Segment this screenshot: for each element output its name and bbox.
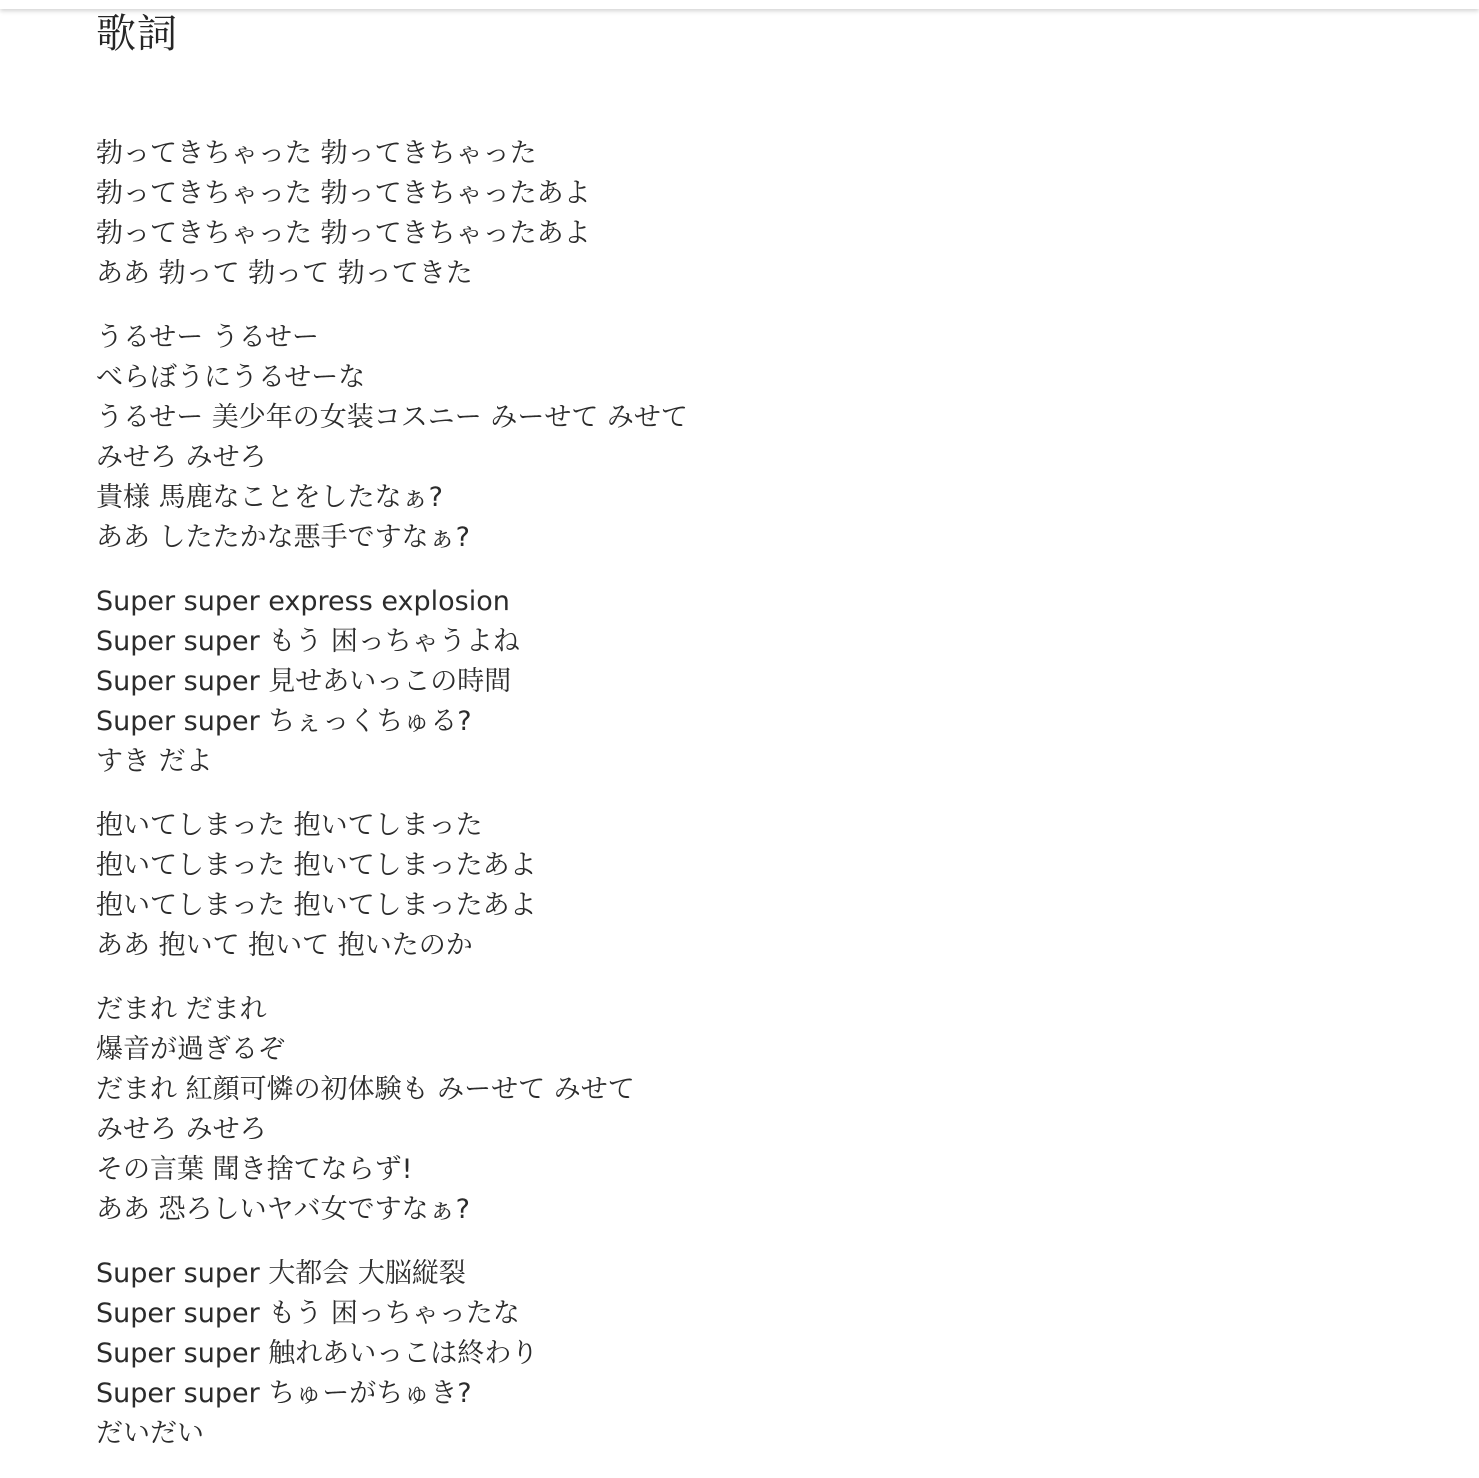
lyrics-line: 貴様 馬鹿なことをしたなぁ? <box>96 482 443 513</box>
lyrics-body <box>96 134 1396 1454</box>
lyrics-line: 勃ってきちゃった 勃ってきちゃった <box>96 138 537 169</box>
lyrics-line: Super super 大都会 大脳縦裂 <box>96 1258 466 1289</box>
page-title: 歌詞 <box>96 11 178 57</box>
lyrics-line: うるせー 美少年の女装コスニー みーせて みせて <box>96 402 688 433</box>
lyrics-line: 勃ってきちゃった 勃ってきちゃったあよ <box>96 218 591 249</box>
lyrics-stanza-2 <box>96 318 1396 558</box>
lyrics-stanza-3 <box>96 582 1396 782</box>
lyrics-line: ああ 抱いて 抱いて 抱いたのか <box>96 930 473 961</box>
lyrics-line: Super super express explosion <box>96 586 510 617</box>
lyrics-line: 抱いてしまった 抱いてしまった <box>96 810 483 841</box>
lyrics-line: その言葉 聞き捨てならず! <box>96 1154 413 1185</box>
lyrics-page <box>96 0 1396 1478</box>
lyrics-line: すき だよ <box>96 746 213 777</box>
lyrics-stanza-1 <box>96 134 1396 294</box>
lyrics-line: 抱いてしまった 抱いてしまったあよ <box>96 890 537 921</box>
lyrics-line: Super super ちゅーがちゅき? <box>96 1378 472 1409</box>
lyrics-stanza-6 <box>96 1254 1396 1454</box>
lyrics-line: Super super もう 困っちゃったな <box>96 1298 520 1329</box>
lyrics-line: Super super 見せあいっこの時間 <box>96 666 512 697</box>
lyrics-line: ああ 恐ろしいヤバ女ですなぁ? <box>96 1194 470 1225</box>
lyrics-line: みせろ みせろ <box>96 442 267 473</box>
lyrics-line: うるせー うるせー <box>96 322 319 353</box>
lyrics-stanza-4 <box>96 806 1396 966</box>
lyrics-line: だいだい <box>96 1418 204 1449</box>
lyrics-line: べらぼうにうるせーな <box>96 362 366 393</box>
lyrics-line: だまれ だまれ <box>96 994 267 1025</box>
lyrics-line: だまれ 紅顔可憐の初体験も みーせて みせて <box>96 1074 635 1105</box>
lyrics-stanza-5 <box>96 990 1396 1230</box>
lyrics-line: ああ 勃って 勃って 勃ってきた <box>96 258 473 289</box>
lyrics-line: Super super もう 困っちゃうよね <box>96 626 520 657</box>
lyrics-line: 勃ってきちゃった 勃ってきちゃったあよ <box>96 178 591 209</box>
lyrics-line: Super super 触れあいっこは終わり <box>96 1338 539 1369</box>
lyrics-line: 爆音が過ぎるぞ <box>96 1034 285 1065</box>
lyrics-line: 抱いてしまった 抱いてしまったあよ <box>96 850 537 881</box>
lyrics-line: みせろ みせろ <box>96 1114 267 1145</box>
lyrics-line: ああ したたかな悪手ですなぁ? <box>96 522 470 553</box>
lyrics-line: Super super ちぇっくちゅる? <box>96 706 472 737</box>
top-bar-shadow <box>0 0 1479 9</box>
